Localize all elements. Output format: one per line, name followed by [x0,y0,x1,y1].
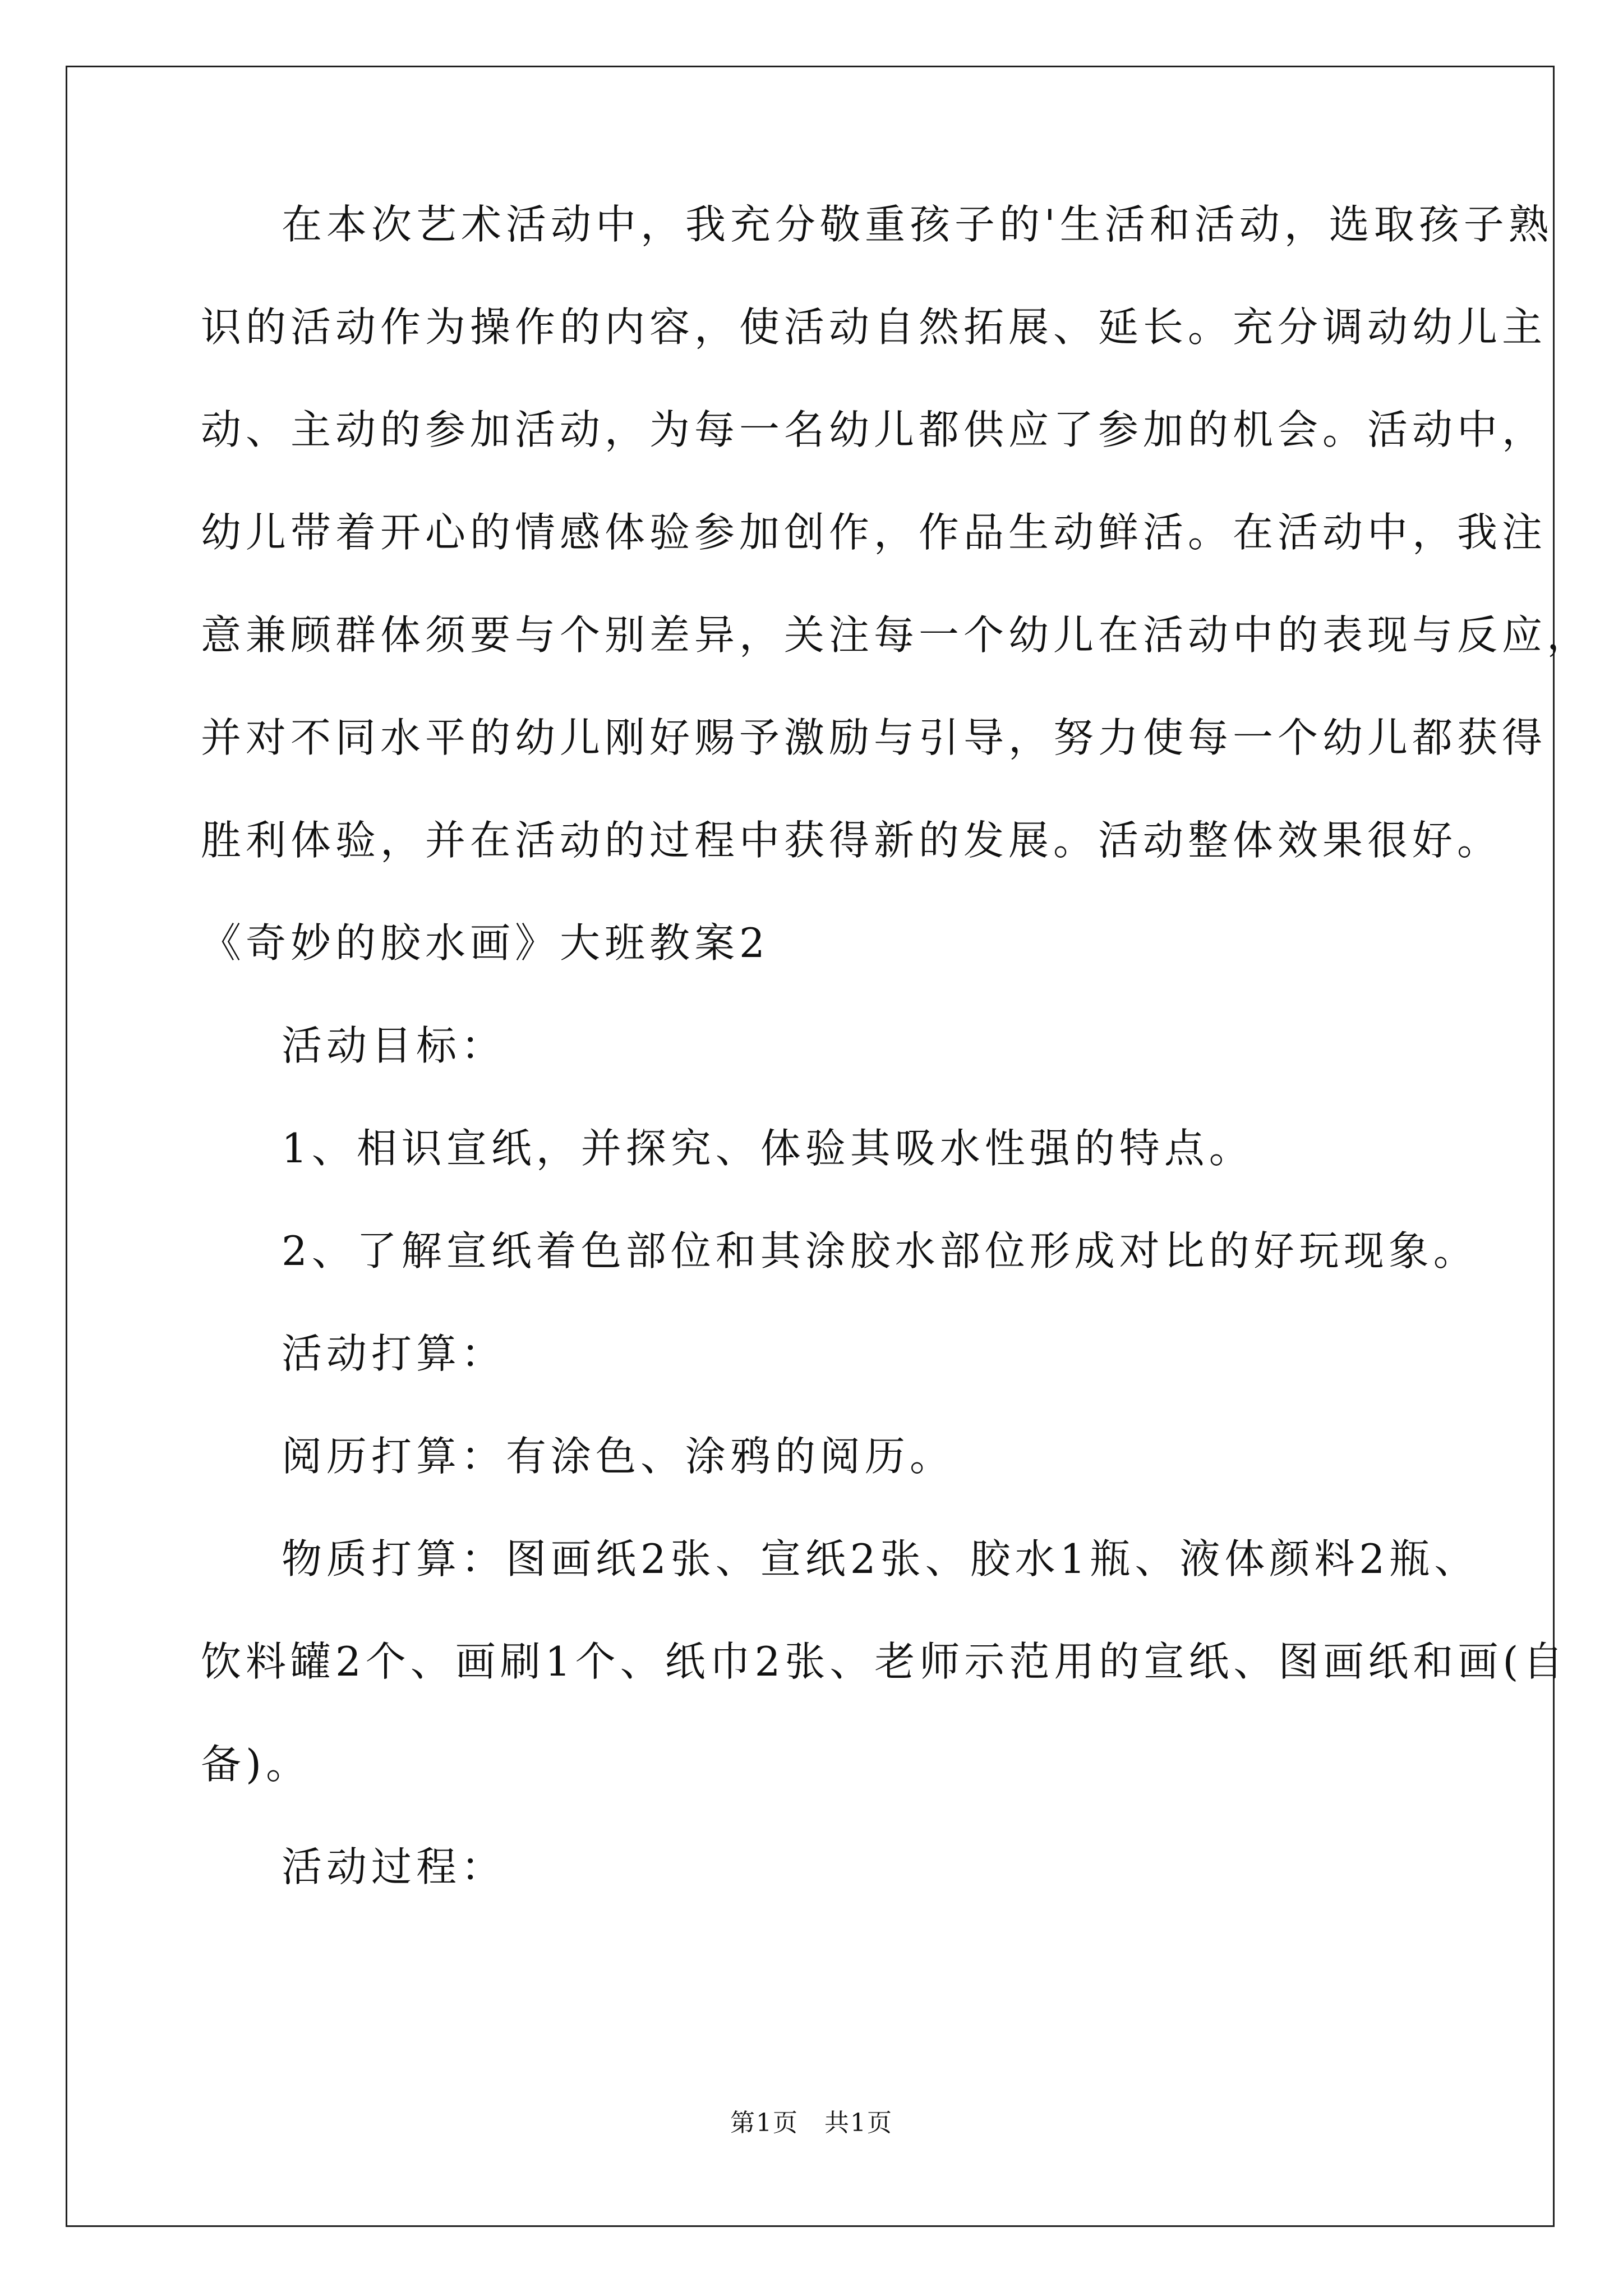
subheading-activity-preparation: 活动打算： [282,1330,506,1377]
paragraph-line: 幼儿带着开心的情感体验参加创作，作品生动鲜活。在活动中，我注 [201,509,1547,556]
paragraph-line: 在本次艺术活动中，我充分敬重孩子的'生活和活动，选取孩子熟 [282,201,1553,248]
paragraph-line: 并对不同水平的幼儿刚好赐予激励与引导，努力使每一个幼儿都获得 [201,714,1547,761]
subheading-activity-process: 活动过程： [282,1843,506,1890]
preparation-materials-cont: 饮料罐2个、画刷1个、纸巾2张、老师示范用的宣纸、图画纸和画(自 [201,1638,1568,1685]
goal-item-1: 1、相识宣纸，并探究、体验其吸水性强的特点。 [282,1125,1254,1172]
paragraph-line: 动、主动的参加活动，为每一名幼儿都供应了参加的机会。活动中， [201,406,1547,453]
subheading-activity-goals: 活动目标： [282,1022,506,1069]
page-number-footer: 第1页 共1页 [730,2109,893,2137]
goal-item-2: 2、了解宣纸着色部位和其涂胶水部位形成对比的好玩现象。 [282,1227,1478,1274]
preparation-materials-end: 备)。 [201,1741,311,1788]
preparation-experience: 阅历打算：有涂色、涂鸦的阅历。 [282,1433,955,1480]
preparation-materials: 物质打算：图画纸2张、宣纸2张、胶水1瓶、液体颜料2瓶、 [282,1535,1479,1582]
section-heading: 《奇妙的胶水画》大班教案2 [201,919,769,967]
paragraph-line: 识的活动作为操作的内容，使活动自然拓展、延长。充分调动幼儿主 [201,303,1547,351]
paragraph-line: 胜利体验，并在活动的过程中获得新的发展。活动整体效果很好。 [201,817,1502,864]
paragraph-line: 意兼顾群体须要与个别差异，关注每一个幼儿在活动中的表现与反应， [201,611,1592,659]
